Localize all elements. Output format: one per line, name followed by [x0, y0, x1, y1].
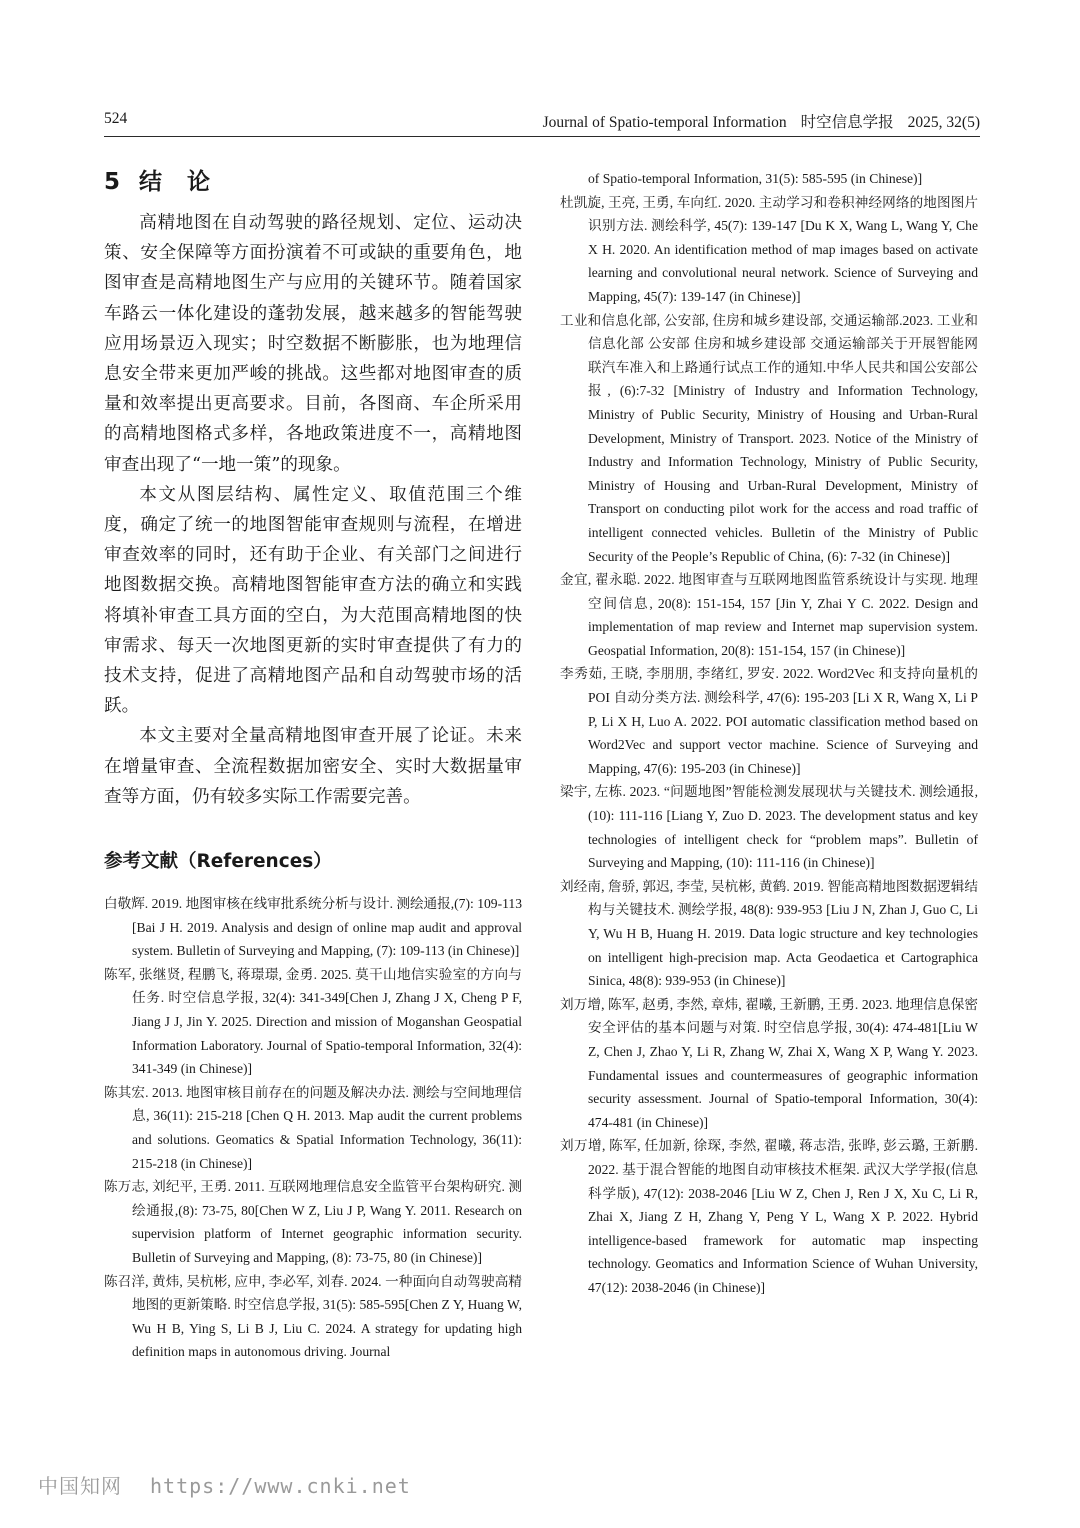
watermark-site: 中国知网	[38, 1474, 122, 1498]
reference-entry: 刘万增, 陈军, 赵勇, 李然, 章炜, 翟曦, 王新鹏, 王勇. 2023. 地理信息保密安全评估的基本问题与对策. 时空信息学报, 30(4): 474-481[Liu W Z, Chen J, Zhao Y, Li R, Zhang W, Zhai X, Wang X P, Wang Y. 2023. Fundamental issues and countermeasures of geographic information security assessment. Journal of Spatio-temporal Information, 30(4): 474-481 (in Chinese)]	[560, 996, 978, 1130]
left-column	[104, 162, 522, 1364]
journal-issue: 2025, 32(5)	[907, 114, 980, 131]
reference-entry: 工业和信息化部, 公安部, 住房和城乡建设部, 交通运输部.2023. 工业和信息化部 公安部 住房和城乡建设部 交通运输部关于开展智能网联汽车准入和上路通行试点工作的通知.中华人民共和国公安部公报, (6):7-32 [Ministry of Industry and Information Technology, Ministry of Public Security, Ministry of Housing and Urban-Rural Development, Ministry of Transport. 2023. Notice of the Ministry of Industry and Information Technology, Ministry of Public Security, Ministry of Housing and Urban-Rural Development, Ministry of Transport on conducting pilot work for the access and road traffic of intelligent connected vehicles. Bulletin of the Ministry of Public Security of the People’s Republic of China, (6): 7-32 (in Chinese)]	[560, 312, 978, 564]
reference-entry: 李秀茹, 王晓, 李朋朋, 李绪红, 罗安. 2022. Word2Vec 和支持向量机的 POI 自动分类方法. 测绘科学, 47(6): 195-203 [Li X R, Wang X, Li P P, Li X H, Luo A. 2022. POI automatic classification method based on Word2Vec and support vector machine. Science of Surveying and Mapping, 47(6): 195-203 (in Chinese)]	[560, 666, 978, 776]
body-paragraph: 本文主要对全量高精地图审查开展了论证。未来在增量审查、全流程数据加密安全、实时大数据量审查等方面，仍有较多实际工作需要完善。	[104, 726, 522, 807]
reference-entry: 刘经南, 詹骄, 郭迟, 李莹, 吴杭彬, 黄鹤. 2019. 智能高精地图数据逻辑结构与关键技术. 测绘学报, 48(8): 939-953 [Liu J N, Zhan J, Guo C, Li Y, Wu H B, Huang H. 2019. Data logic structure and key technologies on intelligent high-precision map. Acta Geodaetica et Cartographica Sinica, 48(8): 939-953 (in Chinese)]	[560, 878, 978, 989]
watermark-url: https://www.cnki.net	[150, 1474, 411, 1498]
reference-entry: 陈召洋, 黄炜, 吴杭彬, 应申, 李必军, 刘春. 2024. 一种面向自动驾驶高精地图的更新策略. 时空信息学报, 31(5): 585-595[Chen Z Y, Huang W, Wu H B, Ying S, Li B J, Liu C. 2024. A strategy for updating high definition maps in autonomous driving. Journal	[104, 1273, 522, 1360]
right-column	[560, 167, 978, 1300]
reference-entry: 陈其宏. 2013. 地图审核目前存在的问题及解决办法. 测绘与空间地理信息, 36(11): 215-218 [Chen Q H. 2013. Map audit the current problems and solutions. Geomatics & Spatial Information Technology, 36(11): 215-218 (in Chinese)]	[104, 1084, 522, 1171]
cnki-watermark	[38, 1470, 411, 1500]
section-title-part1: 结	[139, 169, 164, 195]
body-paragraph: 本文从图层结构、属性定义、取值范围三个维度，确定了统一的地图智能审查规则与流程，在增进审查效率的同时，还有助于企业、有关部门之间进行地图数据交换。高精地图智能审查方法的确立和实践将填补审查工具方面的空白，为大范围高精地图的快审需求、每天一次地图更新的实时审查提供了有力的技术支持，促进了高精地图产品和自动驾驶市场的活跃。	[104, 484, 522, 717]
reference-entry: 金宜, 翟永聪. 2022. 地图审查与互联网地图监管系统设计与实现. 地理空间信息, 20(8): 151-154, 157 [Jin Y, Zhai Y C. 2022. Design and implementation of map review and Internet map supervision system. Geospatial Information, 20(8): 151-154, 157 (in Chinese)]	[560, 572, 978, 658]
body-paragraph: 高精地图在自动驾驶的路径规划、定位、运动决策、安全保障等方面扮演着不可或缺的重要角色，地图审查是高精地图生产与应用的关键环节。随着国家车路云一体化建设的蓬勃发展，越来越多的智能驾驶应用场景迈入现实；时空数据不断膨胀，也为地理信息安全带来更加严峻的挑战。这些都对地图审查的质量和效率提出更高要求。目前，各图商、车企所采用的高精地图格式多样，各地政策进度不一，高精地图审查出现了“一地一策”的现象。	[104, 213, 522, 475]
reference-entry: 陈军, 张继贤, 程鹏飞, 蒋璟璟, 金勇. 2025. 莫干山地信实验室的方向与任务. 时空信息学报, 32(4): 341-349[Chen J, Zhang J X, Cheng P F, Jiang J J, Jin Y. 2025. Direction and mission of Moganshan Geospatial Information Laboratory. Journal of Spatio-temporal Information, 32(4): 341-349 (in Chinese)]	[104, 966, 522, 1077]
reference-entry: 杜凯旋, 王亮, 王勇, 车向红. 2020. 主动学习和卷积神经网络的地图图片识别方法. 测绘科学, 45(7): 139-147 [Du K X, Wang L, Wang Y, Che X H. 2020. An identification method of map images based on activate learning and convolutional neural network. Science of Surveying and Mapping, 45(7): 139-147 (in Chinese)]	[560, 194, 978, 304]
journal-title-en: Journal of Spatio-temporal Information	[542, 114, 787, 131]
running-header	[104, 110, 980, 132]
reference-entry: 刘万增, 陈军, 任加新, 徐琛, 李然, 翟曦, 蒋志浩, 张晔, 彭云璐, 王新鹏. 2022. 基于混合智能的地图自动审核技术框架. 武汉大学学报(信息科学版), 47(12): 2038-2046 [Liu W Z, Chen J, Ren J X, Xu C, Li R, Zhai X, Jiang Z H, Zhang Y, Peng Y L, Wang X P. 2022. Hybrid intelligence-based framework for automatic map inspecting technology. Geomatics and Information Science of Wuhan University, 47(12): 2038-2046 (in Chinese)]	[560, 1138, 978, 1295]
section-title-part2: 论	[187, 169, 212, 195]
page-number: 524	[104, 110, 128, 127]
journal-title-cn: 时空信息学报	[800, 114, 894, 131]
reference-continuation: of Spatio-temporal Information, 31(5): 585-595 (in Chinese)]	[588, 171, 923, 186]
header-rule	[104, 136, 980, 137]
reference-entry: 白敬辉. 2019. 地图审核在线审批系统分析与设计. 测绘通报,(7): 109-113 [Bai J H. 2019. Analysis and design of online map audit and approval system. Bulletin of Surveying and Mapping, (7): 109-113 (in Chinese)]	[104, 896, 522, 959]
reference-entry: 梁宇, 左栋. 2023. “问题地图”智能检测发展现状与关键技术. 测绘通报, (10): 111-116 [Liang Y, Zuo D. 2023. The development status and key technologies of intelligent check for “problem maps”. Bulletin of Surveying and Mapping, (10): 111-116 (in Chinese)]	[560, 784, 978, 871]
references-heading: 参考文献（References）	[104, 851, 332, 873]
section-heading	[104, 162, 522, 202]
reference-entry: 陈万志, 刘纪平, 王勇. 2011. 互联网地理信息安全监管平台架构研究. 测绘通报,(8): 73-75, 80[Chen W Z, Liu J P, Wang Y. 2011. Research on supervision platform of Internet geographic information security. Bulletin of Surveying and Mapping, (8): 73-75, 80 (in Chinese)]	[104, 1179, 522, 1265]
section-number: 5	[104, 169, 122, 195]
journal-info	[543, 110, 980, 132]
